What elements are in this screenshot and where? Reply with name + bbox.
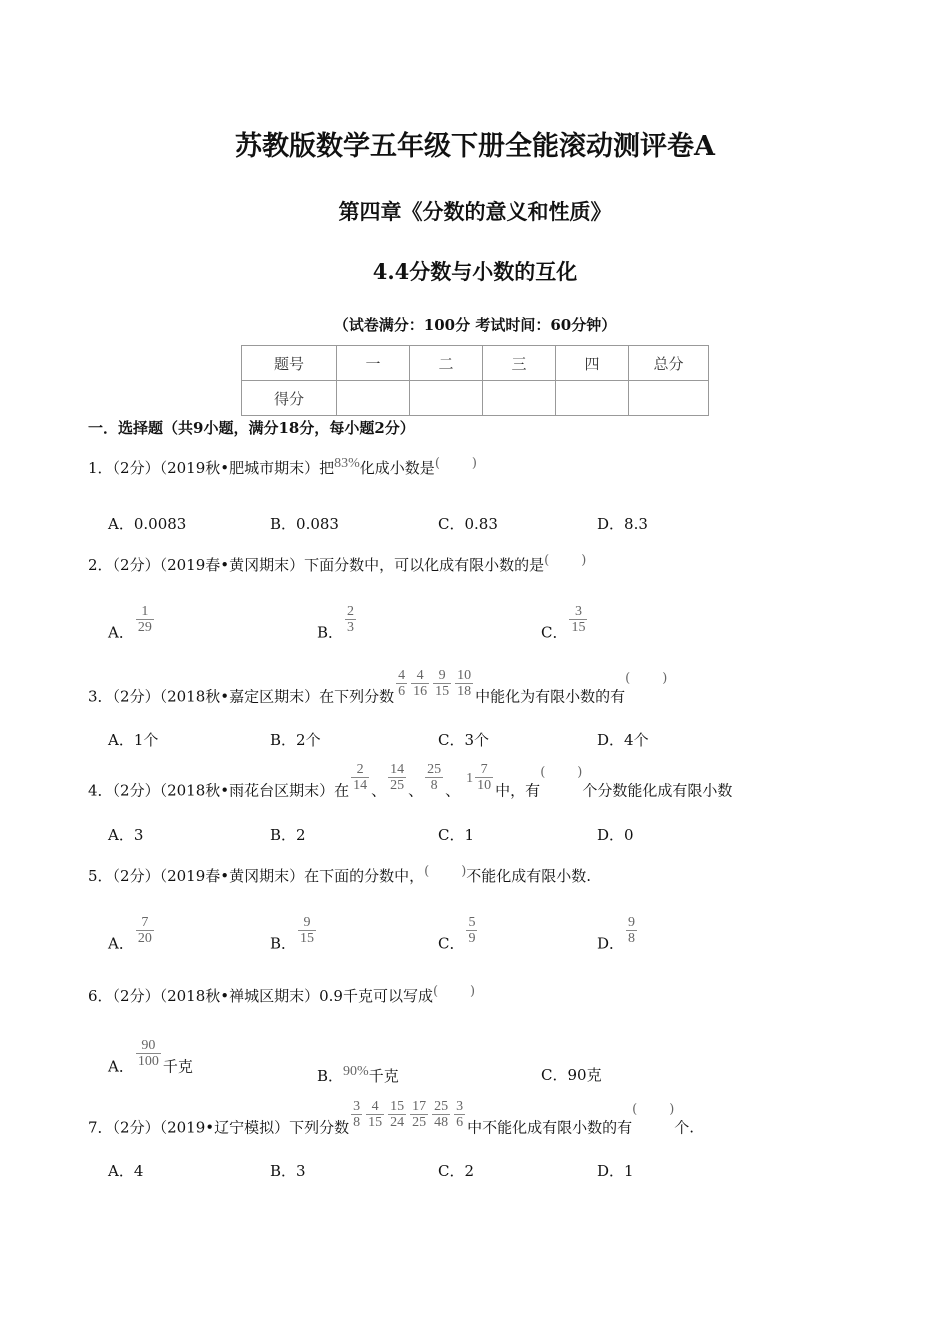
- fraction: $\frac{25}{8}$: [427, 762, 442, 793]
- question-text: 3．（2分）（2018秋•嘉定区期末）在下列分数: [88, 687, 395, 706]
- separator: 、: [408, 781, 424, 800]
- question-5: [88, 864, 591, 886]
- fraction: $\frac{4}{6}$: [398, 668, 406, 699]
- fraction: $\frac{5}{9}$: [468, 915, 476, 946]
- option-label: A．: [108, 623, 134, 642]
- option-d[interactable]: [597, 915, 639, 954]
- score-table-score-row: [242, 381, 709, 416]
- score-input-cell[interactable]: [629, 381, 709, 416]
- option-a[interactable]: A．4: [108, 1162, 144, 1180]
- chapter-title: 第四章《分数的意义和性质》: [338, 199, 612, 224]
- option-a[interactable]: A．3: [108, 826, 144, 844]
- fraction: $\frac{3}{6}$: [456, 1099, 464, 1130]
- fraction: $\frac{7}{10}$: [477, 762, 492, 793]
- question-1: [88, 456, 477, 478]
- question-text: 4．（2分）（2018秋•雨花台区期末）在: [88, 781, 350, 800]
- fraction: $\frac{9}{8}$: [628, 915, 636, 946]
- option-label: B．: [317, 623, 344, 642]
- option-label: A．: [108, 1057, 134, 1076]
- option-d[interactable]: D．8.3: [597, 515, 648, 533]
- fraction: $\frac{7}{20}$: [137, 915, 152, 946]
- option-c[interactable]: C．0.83: [438, 515, 498, 533]
- option-c[interactable]: C．3个: [438, 731, 490, 749]
- percent-value: 90%: [343, 1064, 369, 1079]
- answer-blank[interactable]: ( ): [434, 456, 477, 471]
- table-cell: 四: [556, 346, 629, 381]
- table-cell: 一: [337, 346, 410, 381]
- option-a[interactable]: A．0.0083: [108, 515, 187, 533]
- question-text: 中不能化成有限小数的有: [467, 1118, 633, 1137]
- answer-blank[interactable]: ( ): [544, 553, 587, 568]
- question-text: 中能化为有限小数的有: [475, 687, 626, 706]
- option-a[interactable]: A．1个: [108, 731, 159, 749]
- fraction: $\frac{14}{25}$: [390, 762, 405, 793]
- page-title: 苏教版数学五年级下册全能滚动测评卷A: [235, 131, 715, 162]
- option-b[interactable]: B．2个: [270, 731, 321, 749]
- whole-number: 1: [466, 770, 474, 786]
- option-d[interactable]: D．4个: [597, 731, 649, 749]
- question-text: 6．（2分）（2018秋•禅城区期末）0.9千克可以写成: [88, 987, 433, 1005]
- option-c[interactable]: C．2: [438, 1162, 475, 1180]
- percent-value: 83%: [334, 456, 360, 471]
- table-cell: 三: [483, 346, 556, 381]
- option-b[interactable]: [317, 604, 358, 643]
- table-cell: 得分: [242, 381, 337, 416]
- option-a[interactable]: [108, 604, 156, 643]
- score-input-cell[interactable]: [410, 381, 483, 416]
- option-b[interactable]: [317, 1064, 399, 1086]
- section-title: 4.4分数与小数的互化: [372, 259, 578, 284]
- table-cell: 二: [410, 346, 483, 381]
- question-text: 1．（2分）（2019秋•肥城市期末）把: [88, 459, 335, 477]
- table-cell: 题号: [242, 346, 337, 381]
- fraction: $\frac{3}{15}$: [571, 604, 586, 635]
- answer-blank[interactable]: ( ): [632, 1101, 675, 1117]
- separator: 、: [371, 781, 387, 800]
- score-input-cell[interactable]: [483, 381, 556, 416]
- question-text: 个.: [674, 1118, 695, 1137]
- option-c[interactable]: [438, 915, 479, 954]
- score-table-header-row: [242, 346, 709, 381]
- option-b[interactable]: B．2: [270, 826, 306, 844]
- question-3: [88, 668, 667, 707]
- unit-text: 千克: [162, 1057, 193, 1076]
- question-7: [88, 1099, 694, 1138]
- option-b[interactable]: B．3: [270, 1162, 306, 1180]
- option-label: D．: [597, 934, 625, 953]
- option-c[interactable]: C．90克: [541, 1066, 602, 1084]
- fraction: $\frac{17}{25}$: [412, 1099, 427, 1130]
- question-2: [88, 553, 586, 575]
- fraction: $\frac{10}{18}$: [457, 668, 472, 699]
- option-b[interactable]: [270, 915, 318, 954]
- answer-blank[interactable]: ( ): [540, 764, 583, 780]
- option-c[interactable]: C．1: [438, 826, 475, 844]
- fraction: $\frac{90}{100}$: [137, 1038, 159, 1069]
- fraction: $\frac{3}{8}$: [353, 1099, 361, 1130]
- option-label: C．: [438, 934, 465, 953]
- unit-text: 千克: [368, 1067, 399, 1085]
- answer-blank[interactable]: ( ): [625, 670, 668, 686]
- score-table: [241, 345, 709, 416]
- option-d[interactable]: D．0: [597, 826, 634, 844]
- score-input-cell[interactable]: [337, 381, 410, 416]
- separator: 、: [445, 781, 461, 800]
- exam-info: （试卷满分：100分 考试时间：60分钟）: [333, 316, 617, 334]
- option-c[interactable]: [541, 604, 589, 643]
- fraction: $\frac{4}{15}$: [368, 1099, 383, 1130]
- option-a[interactable]: [108, 915, 156, 954]
- fraction: $\frac{2}{3}$: [347, 604, 355, 635]
- option-label: C．: [541, 623, 568, 642]
- fraction: $\frac{25}{48}$: [434, 1099, 449, 1130]
- answer-blank[interactable]: ( ): [432, 984, 476, 999]
- fraction: $\frac{15}{24}$: [390, 1099, 405, 1130]
- option-label: A．: [108, 934, 134, 953]
- option-b[interactable]: B．0.083: [270, 515, 339, 533]
- option-label: B．: [270, 934, 297, 953]
- fraction: $\frac{9}{15}$: [435, 668, 450, 699]
- score-input-cell[interactable]: [556, 381, 629, 416]
- question-text: 7．（2分）（2019•辽宁模拟）下列分数: [88, 1118, 350, 1137]
- question-text: 5．（2分）（2019春•黄冈期末）在下面的分数中，: [88, 867, 425, 885]
- answer-blank[interactable]: ( ): [424, 864, 467, 879]
- question-text: 2．（2分）（2019春•黄冈期末）下面分数中，可以化成有限小数的是: [88, 556, 545, 574]
- option-d[interactable]: D．1: [597, 1162, 634, 1180]
- question-text: 个分数能化成有限小数: [582, 781, 733, 800]
- fraction: $\frac{9}{15}$: [300, 915, 315, 946]
- section-heading: 一．选择题（共9小题，满分18分，每小题2分）: [88, 419, 415, 437]
- question-text: 化成小数是: [359, 459, 435, 477]
- fraction: $\frac{4}{16}$: [413, 668, 428, 699]
- table-cell: 总分: [629, 346, 709, 381]
- question-text: 不能化成有限小数.: [466, 867, 592, 885]
- option-label: B．: [317, 1067, 344, 1085]
- fraction: $\frac{2}{14}$: [353, 762, 368, 793]
- question-text: 中，有: [495, 781, 541, 800]
- question-4: [88, 762, 732, 801]
- option-a[interactable]: [108, 1038, 193, 1077]
- question-6: [88, 984, 475, 1006]
- fraction: $\frac{1}{29}$: [137, 604, 152, 635]
